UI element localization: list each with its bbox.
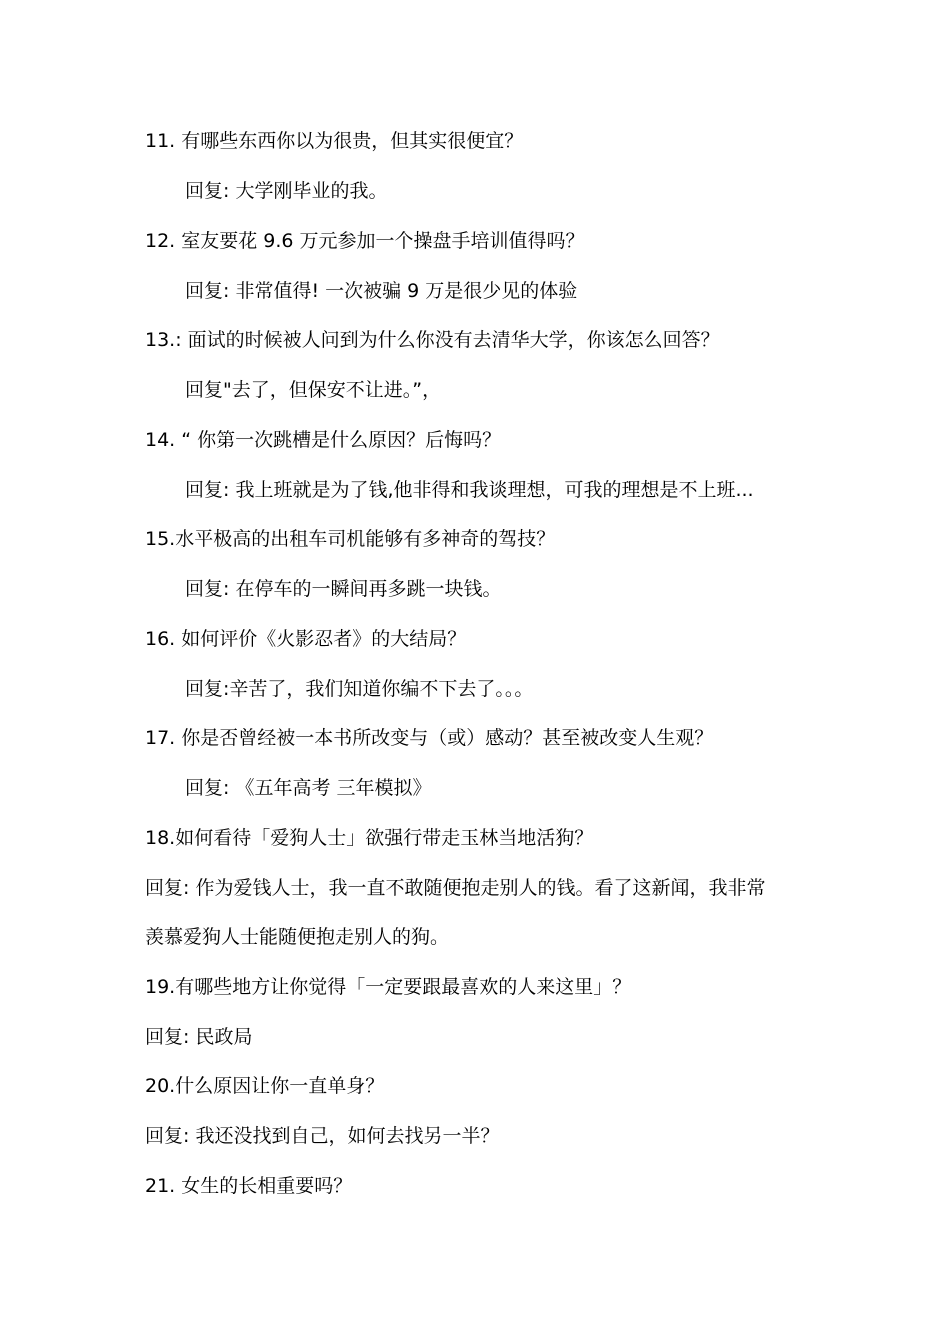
reply-11: 回复: 大学刚毕业的我。 — [185, 180, 388, 202]
question-16: 16. 如何评价《火影忍者》的大结局？ — [145, 628, 467, 650]
question-13: 13.: 面试的时候被人问到为什么你没有去清华大学，你该怎么回答？ — [145, 329, 720, 351]
reply-19: 回复: 民政局 — [145, 1026, 253, 1048]
question-18: 18.如何看待「爱狗人士」欲强行带走玉林当地活狗？ — [145, 827, 594, 849]
reply-18-line-1: 回复: 作为爱钱人士，我一直不敢随便抱走别人的钱。看了这新闻，我非常 — [145, 877, 766, 899]
reply-17: 回复: 《五年高考 三年模拟》 — [185, 777, 432, 799]
reply-16: 回复:辛苦了，我们知道你编不下去了。。。 — [185, 678, 534, 700]
question-21: 21. 女生的长相重要吗？ — [145, 1175, 353, 1197]
reply-15: 回复: 在停车的一瞬间再多跳一块钱。 — [185, 578, 502, 600]
reply-14: 回复: 我上班就是为了钱,他非得和我谈理想，可我的理想是不上班... — [185, 479, 754, 501]
reply-13: 回复"去了，但保安不让进。”， — [185, 379, 442, 401]
reply-20: 回复: 我还没找到自己，如何去找另一半？ — [145, 1125, 500, 1147]
question-19: 19.有哪些地方让你觉得「一定要跟最喜欢的人来这里」？ — [145, 976, 632, 998]
question-14: 14. “ 你第一次跳槽是什么原因？后悔吗？ — [145, 429, 502, 451]
question-15: 15.水平极高的出租车司机能够有多神奇的驾技？ — [145, 528, 556, 550]
reply-18-line-2: 羡慕爱狗人士能随便抱走别人的狗。 — [145, 926, 450, 948]
question-20: 20.什么原因让你一直单身？ — [145, 1075, 385, 1097]
reply-12: 回复: 非常值得! 一次被骗 9 万是很少见的体验 — [185, 280, 578, 302]
question-11: 11. 有哪些东西你以为很贵，但其实很便宜？ — [145, 130, 524, 152]
question-12: 12. 室友要花 9.6 万元参加一个操盘手培训值得吗？ — [145, 230, 585, 252]
question-17: 17. 你是否曾经被一本书所改变与（或）感动？甚至被改变人生观？ — [145, 727, 714, 749]
